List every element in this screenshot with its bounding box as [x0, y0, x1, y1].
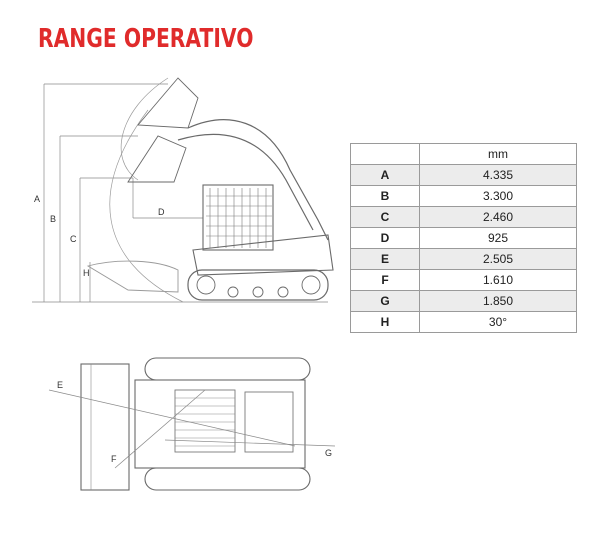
table-header-unit: mm: [420, 144, 577, 165]
bucket-top-view: [81, 364, 129, 490]
label-h: H: [83, 268, 90, 278]
bucket-mid: [128, 136, 186, 182]
table-header-row: [351, 144, 577, 165]
row-key: C: [351, 207, 420, 228]
track-top-view: [145, 358, 310, 380]
label-f: F: [111, 454, 117, 464]
row-key: A: [351, 165, 420, 186]
row-key: D: [351, 228, 420, 249]
row-value: 30°: [420, 312, 577, 333]
row-key: H: [351, 312, 420, 333]
label-c: C: [70, 234, 77, 244]
table-header-empty: [351, 144, 420, 165]
page-title: RANGE OPERATIVO: [38, 24, 254, 54]
table-row: [351, 270, 577, 291]
dimension-lines: [32, 84, 328, 302]
row-value: 1.610: [420, 270, 577, 291]
label-e: E: [57, 380, 64, 390]
label-a: A: [34, 194, 41, 204]
frame-top-view: [135, 380, 305, 468]
spec-table: [350, 143, 577, 333]
row-value: 2.505: [420, 249, 577, 270]
table-row: [351, 186, 577, 207]
row-key: E: [351, 249, 420, 270]
row-value: 1.850: [420, 291, 577, 312]
table-row: [351, 165, 577, 186]
row-key: G: [351, 291, 420, 312]
top-view-diagram: [45, 350, 345, 500]
side-view-diagram: [28, 70, 348, 315]
label-d: D: [158, 207, 165, 217]
label-b: B: [50, 214, 57, 224]
table-row: [351, 207, 577, 228]
table-row: [351, 249, 577, 270]
bucket-top: [138, 78, 198, 128]
machine-body: [193, 235, 333, 275]
top-dimension-lines: [49, 390, 335, 468]
table-row: [351, 228, 577, 249]
row-value: 925: [420, 228, 577, 249]
cab: [203, 185, 273, 250]
row-value: 2.460: [420, 207, 577, 228]
lift-arc: [110, 110, 183, 302]
row-value: 3.300: [420, 186, 577, 207]
label-g: G: [325, 448, 333, 458]
row-key: B: [351, 186, 420, 207]
row-key: F: [351, 270, 420, 291]
table-row: [351, 291, 577, 312]
table-row: [351, 312, 577, 333]
row-value: 4.335: [420, 165, 577, 186]
